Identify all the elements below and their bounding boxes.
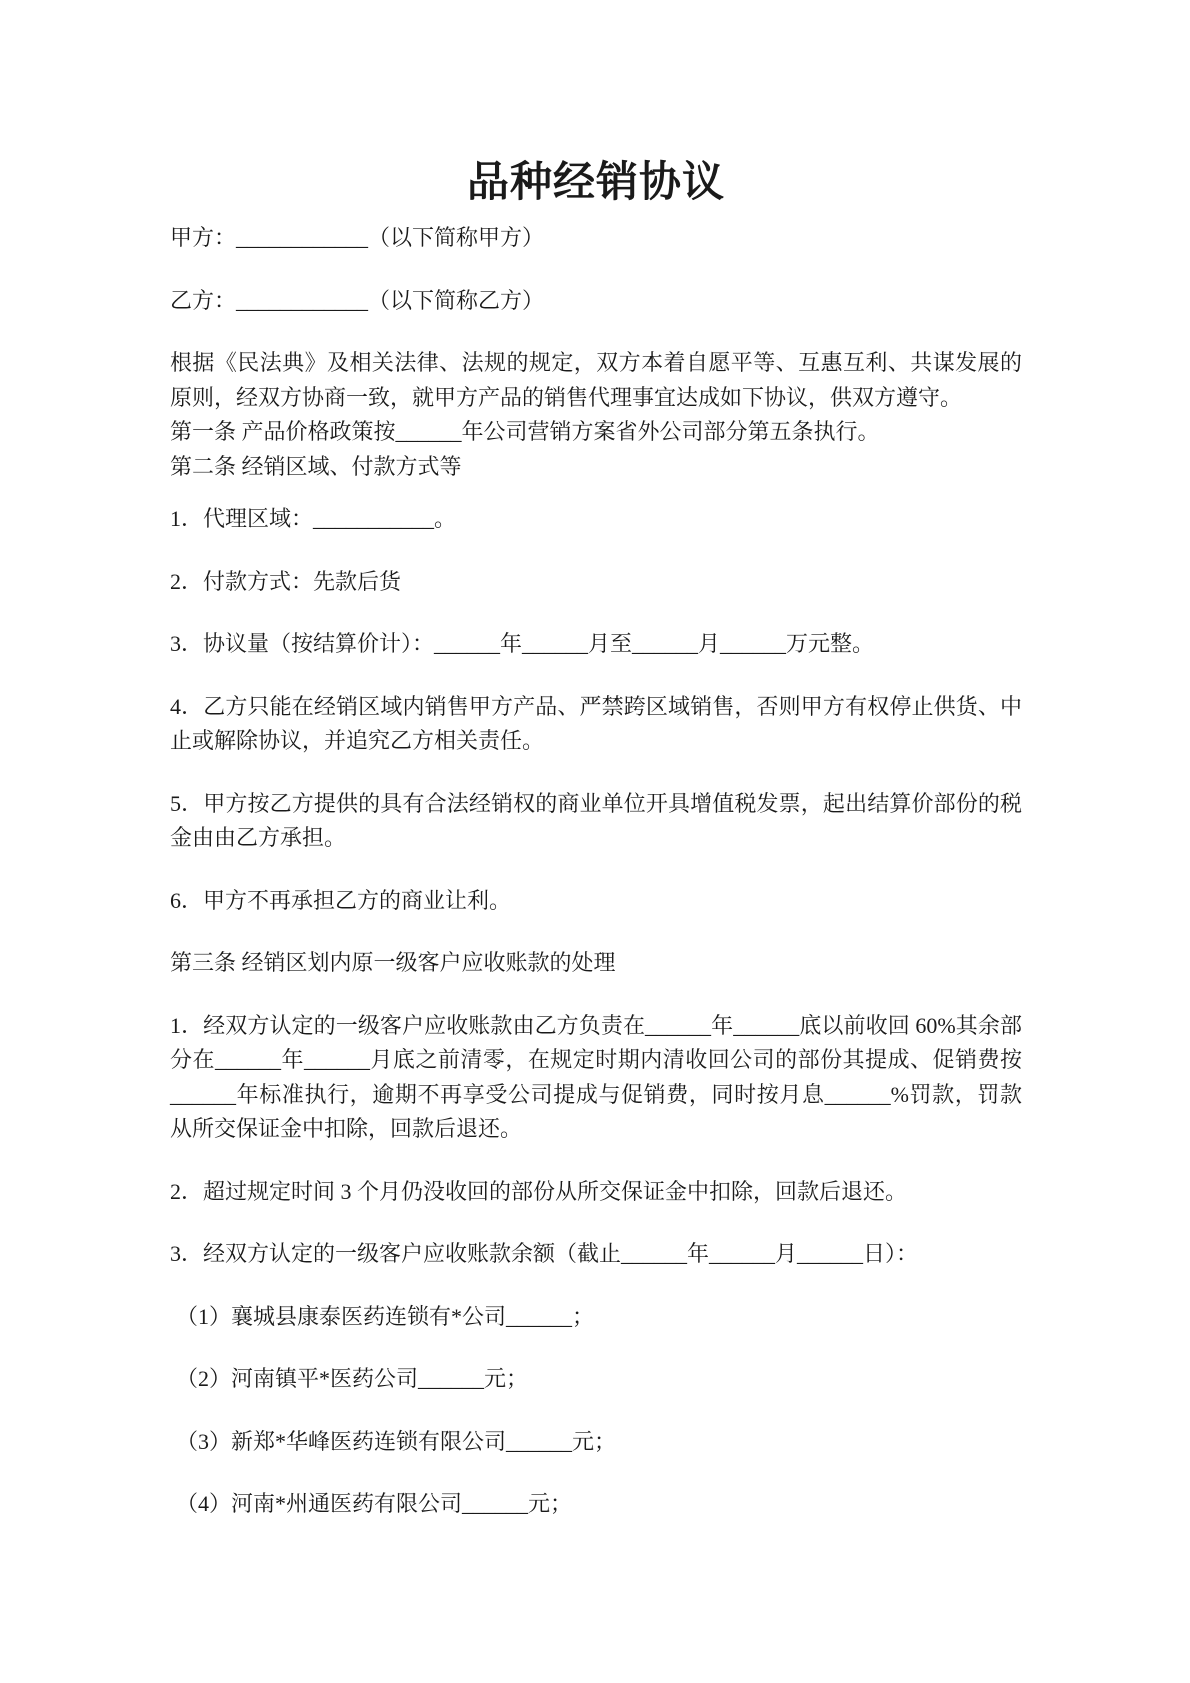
- clause-3-item-2: 2．超过规定时间 3 个月仍没收回的部份从所交保证金中扣除，回款后退还。: [170, 1178, 908, 1204]
- intro-paragraph: 根据《民法典》及相关法律、法规的规定，双方本着自愿平等、互惠互利、共谋发展的原则，经双方协商一致，就甲方产品的销售代理事宜达成如下协议，供双方遵守。: [170, 350, 1022, 410]
- clause-3-item-1: 1．经双方认定的一级客户应收账款由乙方负责在______年______底以前收回 60%其余部分在______年______月底之前清零，在规定时期内清收回公司的部份其提成、促销费按______年标准执行，逾期不再享受公司提成与促销费，同时按月息______%罚款，罚款从所交保证金中扣除，回款后退还。: [170, 1012, 1022, 1141]
- clause-2-heading: 第二条 经销区域、付款方式等: [170, 453, 462, 479]
- clause-2-item-3: 3．协议量（按结算价计）：______年______月至______月______万元整。: [170, 631, 875, 656]
- clause-2-item-6: 6．甲方不再承担乙方的商业让利。: [170, 887, 512, 913]
- party-a-line: 甲方：____________（以下简称甲方）: [170, 225, 545, 250]
- clause-2-item-1: 1．代理区域：___________。: [170, 506, 457, 531]
- receivable-customer-4: （4）河南*州通医药有限公司______元；: [176, 1491, 573, 1516]
- document-title: 品种经销协议: [466, 160, 725, 206]
- receivable-customer-2: （2）河南镇平*医药公司______元；: [176, 1366, 529, 1391]
- receivable-customer-3: （3）新郑*华峰医药连锁有限公司______元；: [176, 1428, 617, 1454]
- clause-3-heading: 第三条 经销区划内原一级客户应收账款的处理: [170, 950, 616, 975]
- clause-1: 第一条 产品价格政策按______年公司营销方案省外公司部分第五条执行。: [170, 419, 880, 444]
- receivable-customer-1: （1）襄城县康泰医药连锁有*公司______；: [176, 1303, 595, 1329]
- clause-3-item-3: 3．经双方认定的一级客户应收账款余额（截止______年______月______日）：: [170, 1241, 919, 1266]
- party-b-line: 乙方：____________（以下简称乙方）: [170, 287, 545, 313]
- clause-2-item-2: 2．付款方式：先款后货: [170, 568, 402, 594]
- clause-2-item-5: 5．甲方按乙方提供的具有合法经销权的商业单位开具增值税发票，起出结算价部份的税金由由乙方承担。: [170, 790, 1022, 850]
- clause-2-item-4: 4．乙方只能在经销区域内销售甲方产品、严禁跨区域销售，否则甲方有权停止供货、中止或解除协议，并追究乙方相关责任。: [170, 693, 1022, 753]
